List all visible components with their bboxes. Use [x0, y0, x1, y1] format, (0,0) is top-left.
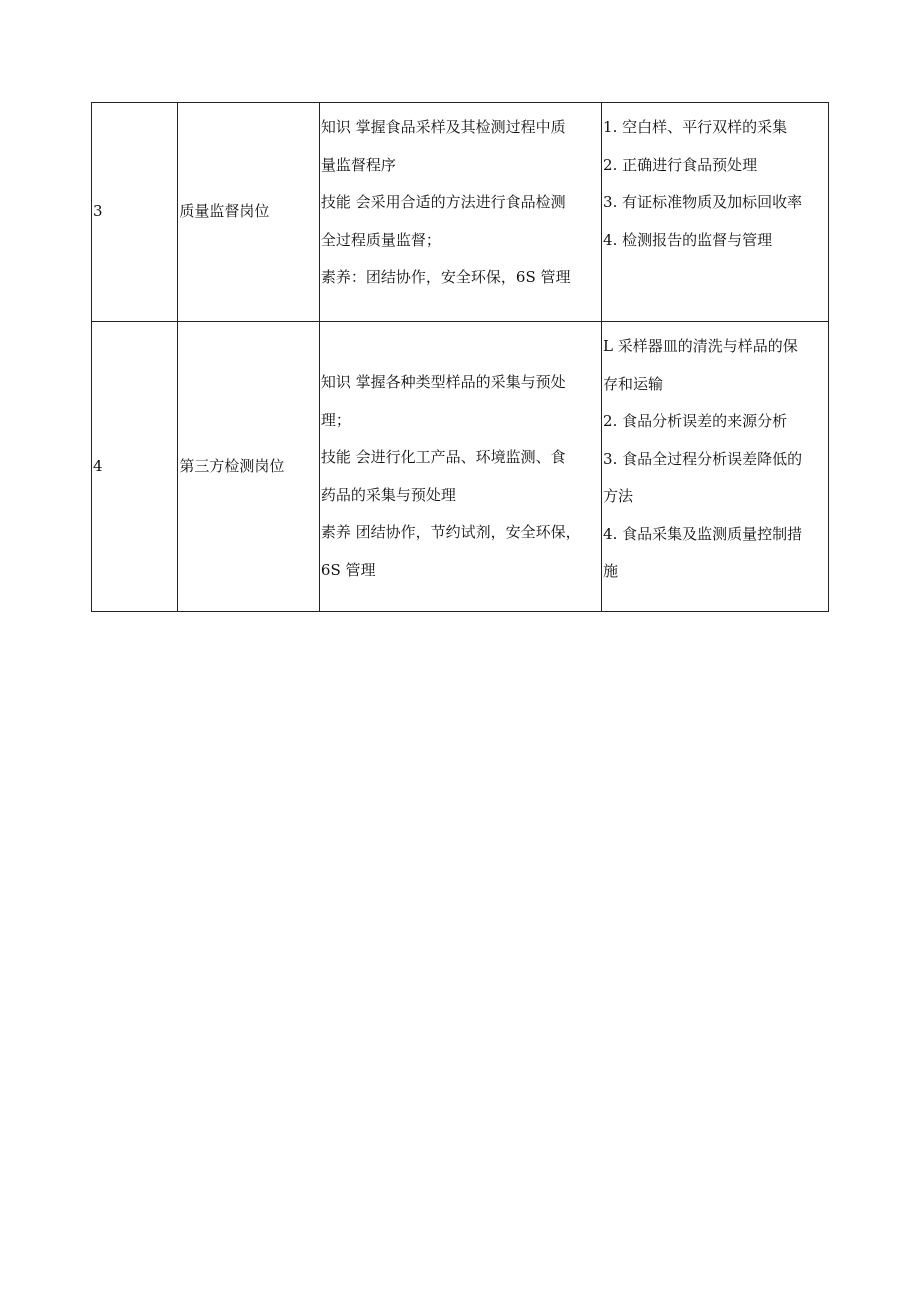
task-line: 3. 食品全过程分析误差降低的 — [603, 449, 803, 468]
task-line: 2. 正确进行食品预处理 — [603, 155, 758, 174]
row-number: 4 — [93, 456, 103, 475]
task-line: 1. 空白样、平行双样的采集 — [603, 118, 788, 136]
task-line: L 采样器皿的清洗与样品的保 — [603, 337, 798, 355]
tasks-cell — [602, 322, 829, 612]
requirement-line: 知识 掌握食品采样及其检测过程中质 — [320, 118, 566, 136]
task-line: 4. 检测报告的监督与管理 — [603, 230, 773, 249]
task-line: 存和运输 — [603, 374, 664, 393]
task-line: 方法 — [603, 487, 634, 505]
table-row — [92, 322, 829, 612]
requirement-line: 药品的采集与预处理 — [320, 485, 456, 504]
post-name: 第三方检测岗位 — [179, 456, 285, 475]
requirements-cell — [319, 322, 601, 612]
post-cell — [178, 103, 320, 322]
tasks-cell — [602, 103, 829, 322]
requirement-line: 量监督程序 — [320, 155, 396, 174]
job-requirements-table — [91, 102, 829, 612]
requirement-line: 全过程质量监督； — [320, 230, 441, 249]
requirement-line: 理； — [320, 410, 351, 429]
requirement-line: 素养：团结协作，安全环保，6S 管理 — [320, 268, 571, 286]
task-line: 施 — [603, 562, 619, 580]
requirements-cell — [319, 103, 601, 322]
post-name: 质量监督岗位 — [179, 202, 270, 221]
requirement-line: 技能 会采用合适的方法进行食品检测 — [320, 193, 566, 211]
row-number: 3 — [93, 202, 103, 221]
row-number-cell — [92, 103, 178, 322]
task-line: 4. 食品采集及监测质量控制措 — [603, 524, 803, 543]
task-line: 3. 有证标准物质及加标回收率 — [603, 193, 803, 211]
post-cell — [178, 322, 320, 612]
requirement-line: 技能 会进行化工产品、环境监测、食 — [320, 448, 566, 466]
requirement-line: 素养 团结协作，节约试剂，安全环保， — [320, 523, 581, 541]
table-row — [92, 103, 829, 322]
requirement-line: 6S 管理 — [320, 560, 376, 579]
requirement-line: 知识 掌握各种类型样品的采集与预处 — [320, 373, 566, 391]
task-line: 2. 食品分析误差的来源分析 — [603, 412, 788, 430]
row-number-cell — [92, 322, 178, 612]
